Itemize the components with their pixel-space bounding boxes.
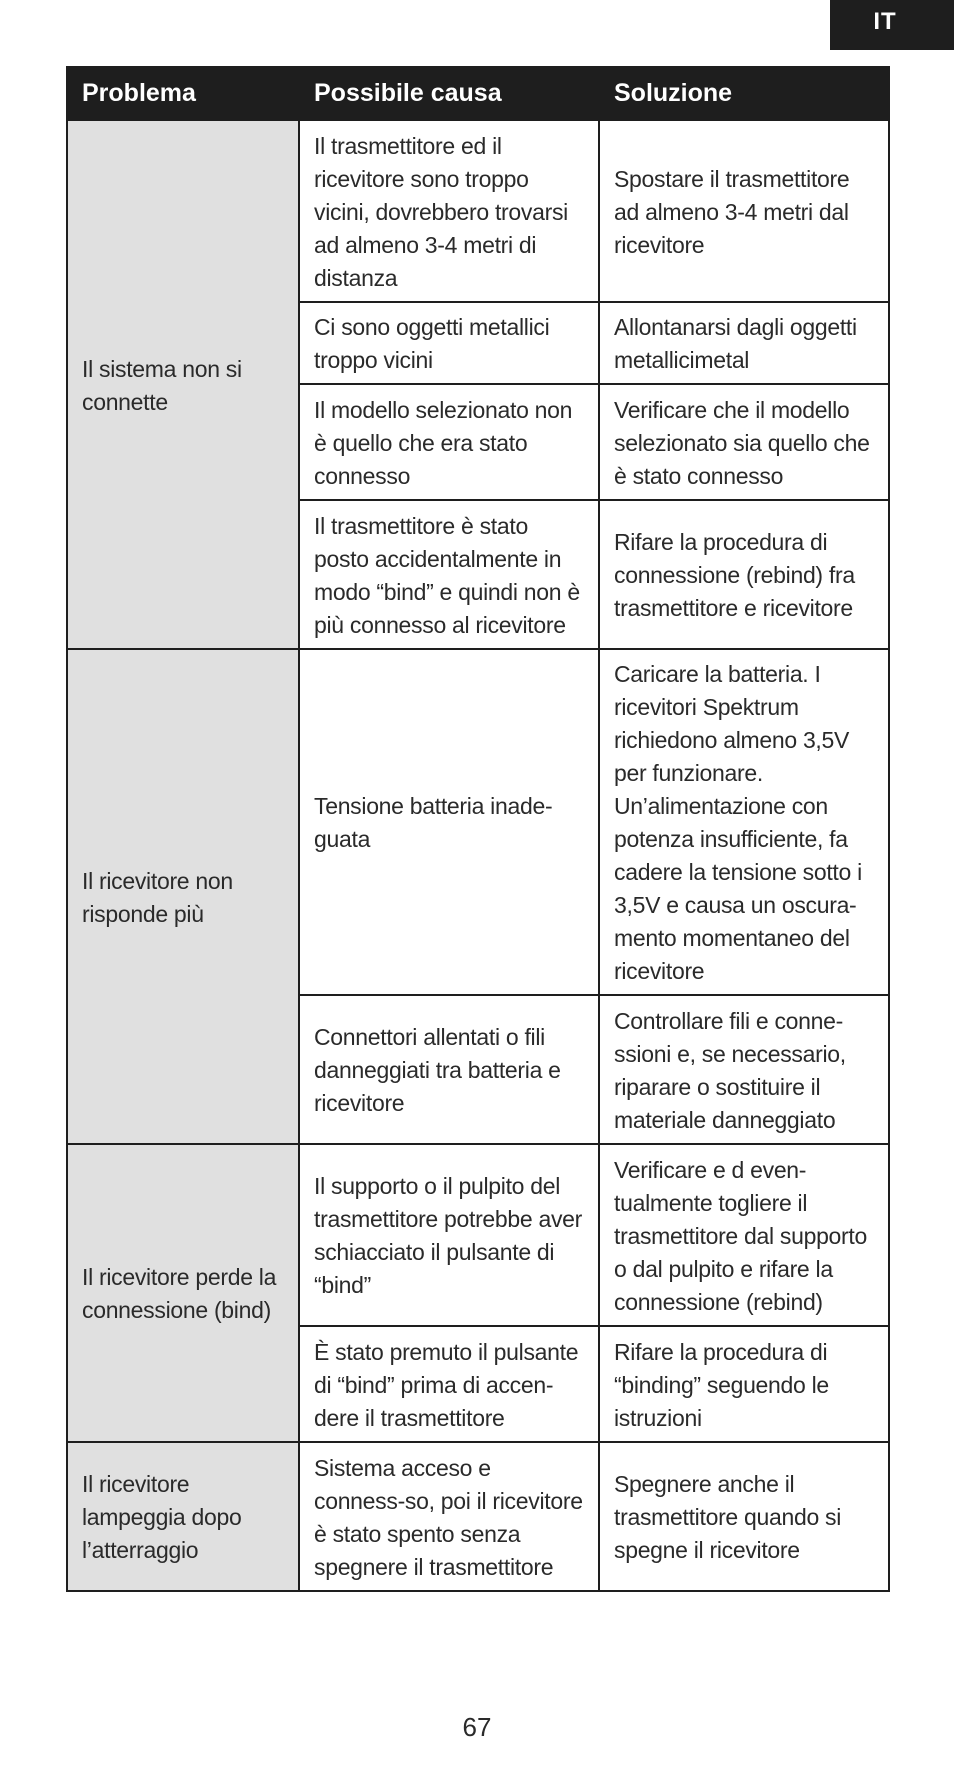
troubleshooting-table bbox=[66, 66, 890, 1592]
cause-cell: Il modello selezionato non è quello che era stato connesso bbox=[299, 384, 599, 500]
header-cause: Possibile causa bbox=[299, 67, 599, 120]
cause-cell: Il trasmettitore ed il ricevitore sono troppo vicini, dovrebbero trovarsi ad almeno 3-4 metri di distanza bbox=[299, 120, 599, 302]
table-header-row bbox=[67, 67, 889, 120]
solution-cell: Verificare che il modello selezionato sia quello che è stato connesso bbox=[599, 384, 889, 500]
table-row bbox=[67, 120, 889, 302]
solution-cell: Spostare il trasmettitore ad almeno 3-4 metri dal ricevitore bbox=[599, 120, 889, 302]
cause-cell: Ci sono oggetti metallici troppo vicini bbox=[299, 302, 599, 384]
cause-cell: È stato premuto il pulsante di “bind” prima di accen-dere il trasmettitore bbox=[299, 1326, 599, 1442]
page-number: 67 bbox=[462, 1712, 492, 1742]
table-row bbox=[67, 1144, 889, 1326]
solution-cell: Spegnere anche il trasmettitore quando si spegne il ricevitore bbox=[599, 1442, 889, 1591]
solution-cell: Allontanarsi dagli oggetti metallicimetal bbox=[599, 302, 889, 384]
cause-cell: Il trasmettitore è stato posto accidentalmente in modo “bind” e quindi non è più connesso al ricevitore bbox=[299, 500, 599, 649]
table-row bbox=[67, 649, 889, 995]
problem-cell: Il ricevitore lampeggia dopo l’atterraggio bbox=[67, 1442, 299, 1591]
cause-cell: Il supporto o il pulpito del trasmettitore potrebbe aver schiacciato il pulsante di “bind” bbox=[299, 1144, 599, 1326]
table-row bbox=[67, 1442, 889, 1591]
language-tab: IT bbox=[830, 0, 954, 50]
problem-cell: Il ricevitore perde la connessione (bind) bbox=[67, 1144, 299, 1442]
solution-cell: Rifare la procedura di “binding” seguendo le istruzioni bbox=[599, 1326, 889, 1442]
header-problem: Problema bbox=[67, 67, 299, 120]
cause-cell: Sistema acceso e conness-so, poi il ricevitore è stato spento senza spegnere il trasmettitore bbox=[299, 1442, 599, 1591]
cause-cell: Connettori allentati o fili danneggiati tra batteria e ricevitore bbox=[299, 995, 599, 1144]
solution-cell: Verificare e d even-tualmente togliere il trasmettitore dal supporto o dal pulpito e rifare la connessione (rebind) bbox=[599, 1144, 889, 1326]
solution-cell: Caricare la batteria. I ricevitori Spektrum richiedono almeno 3,5V per funzionare. Un’alimentazione con potenza insufficiente, fa cadere la tensione sotto i 3,5V e causa un oscura-mento momentaneo del ricevitore bbox=[599, 649, 889, 995]
problem-cell: Il ricevitore non risponde più bbox=[67, 649, 299, 1144]
header-solution: Soluzione bbox=[599, 67, 889, 120]
problem-cell: Il sistema non si connette bbox=[67, 120, 299, 649]
solution-cell: Rifare la procedura di connessione (rebind) fra trasmettitore e ricevitore bbox=[599, 500, 889, 649]
cause-cell: Tensione batteria inade-guata bbox=[299, 649, 599, 995]
solution-cell: Controllare fili e conne-ssioni e, se necessario, riparare o sostituire il materiale danneggiato bbox=[599, 995, 889, 1144]
